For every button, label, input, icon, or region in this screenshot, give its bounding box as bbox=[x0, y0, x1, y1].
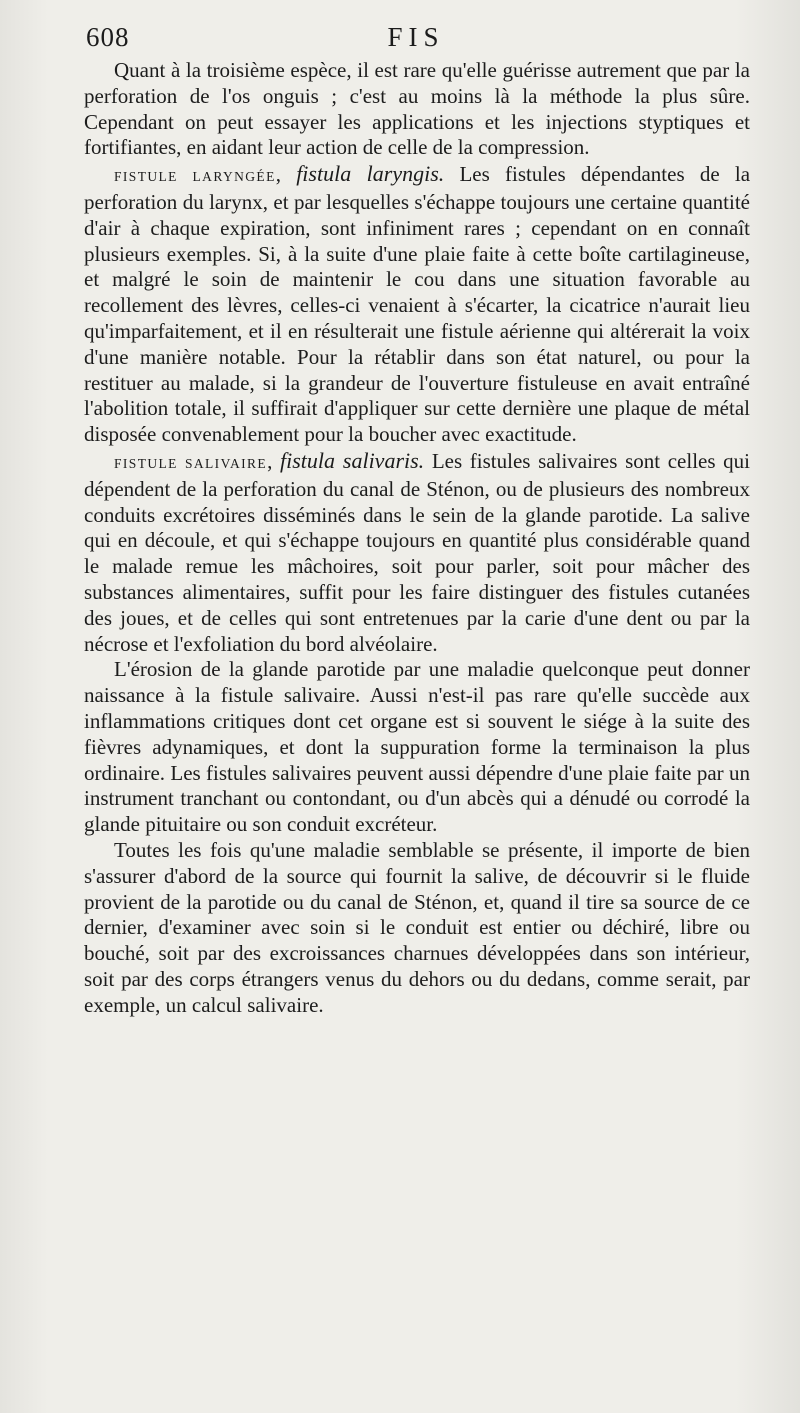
page-number: 608 bbox=[86, 22, 130, 52]
paragraph-erosion-parotide bbox=[84, 657, 750, 838]
entry-term: FISTULE LARYNGÉE bbox=[114, 169, 276, 185]
entry-separator: , bbox=[267, 448, 280, 473]
paragraph-text: Les fistules dépendantes de la perforation du larynx, et par lesquelles s'échappe toujours une certaine quantité d'air à chaque expiration, sont infiniment rares ; cependant on en connaît plusieurs exemples. Si, à la suite d'une plaie faite à cette boîte cartilagineuse, et malgré le soin de maintenir le cou dans une situation favorable au recollement des lèvres, celles-ci venaient à s'écarter, la cicatrice n'aurait lieu qu'imparfaitement, et il en résulterait une fistule aérienne qui altérerait la voix d'une manière notable. Pour la rétablir dans son état naturel, ou pour la restituer au malade, si la grandeur de l'ouverture fistuleuse en avait entraîné l'abolition totale, il suffirait d'appliquer sur cette dernière une plaque de métal disposée convenablement pour la boucher avec exactitude. bbox=[84, 162, 751, 447]
paragraph-text: L'érosion de la glande parotide par une maladie quelconque peut donner naissance à la fistule salivaire. Aussi n'est-il pas rare qu'elle succède aux inflammations critiques dont cet organe est si souvent le siége à la suite des fièvres adynamiques, et dont la suppuration forme la terminaison la plus ordinaire. Les fistules salivaires peuvent aussi dépendre d'une plaie faite par un instrument tranchant ou contondant, ou d'un abcès qui a dénudé ou corrodé la glande pituitaire ou son conduit excréteur. bbox=[84, 657, 750, 837]
entry-term: FISTULE SALIVAIRE bbox=[114, 455, 268, 471]
paragraph-text: Les fistules salivaires sont celles qui dépendent de la perforation du canal de Sténon, ou de plusieurs des nombreux conduits excrétoires disséminés dans le sein de la glande parotide. La salive qui en découle, et qui s'échappe toujours en quantité plus considérable quand le malade remue les mâchoires, soit pour parler, soit pour mâcher des substances alimentaires, suffit pour les faire distinguer des fistules cutanées des joues, et de celles qui sont entretenues par la carie d'une dent ou par la nécrose et l'exfoliation du bord alvéolaire. bbox=[84, 448, 751, 656]
body-text bbox=[84, 58, 750, 1018]
entry-fistule-laryngee bbox=[84, 161, 750, 448]
paragraph-text: Toutes les fois qu'une maladie semblable se présente, il importe de bien s'assurer d'abord de la source qui fournit la salive, de découvrir si le fluide provient de la parotide ou du canal de Sténon, et, quand il tire sa source de ce dernier, d'examiner avec soin si le conduit est entier ou déchiré, libre ou bouché, soit par des excroissances charnues développées dans son intérieur, soit par des corps étrangers venus du dehors ou du dedans, comme serait, par exemple, un calcul salivaire. bbox=[84, 837, 750, 1017]
entry-latin-name: fistula salivaris. bbox=[279, 447, 425, 473]
paragraph-text: Quant à la troisième espèce, il est rare qu'elle guérisse autrement que par la perforation de l'os onguis ; c'est au moins là la méthode la plus sûre. Cependant on peut essayer les applications et les injections styptiques et fortifiantes, en aidant leur action de celle de la compression. bbox=[84, 58, 750, 160]
entry-latin-name: fistula laryngis. bbox=[296, 161, 445, 187]
paragraph-troisieme-espece bbox=[84, 58, 750, 161]
paragraph-diagnostic bbox=[84, 838, 750, 1019]
entry-separator: , bbox=[275, 162, 297, 187]
running-head: FIS bbox=[387, 22, 445, 52]
entry-fistule-salivaire bbox=[84, 448, 750, 657]
page-header bbox=[86, 22, 746, 56]
